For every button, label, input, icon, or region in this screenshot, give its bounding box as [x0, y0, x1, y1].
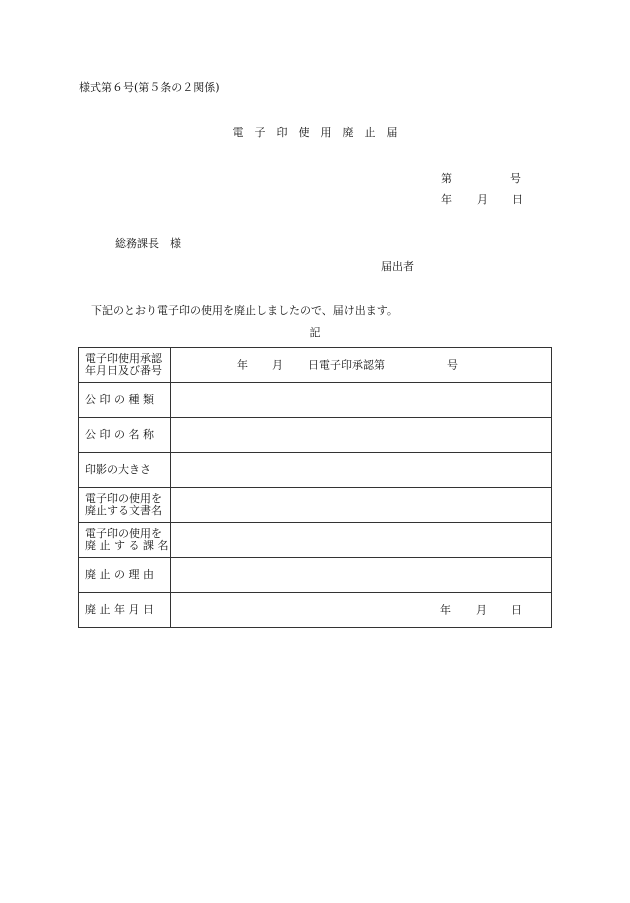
- table-row: [79, 348, 552, 383]
- form-number-label: 様式第６号(第５条の２関係): [79, 81, 220, 94]
- row-label-seal-name: 公 印 の 名 称: [79, 418, 171, 453]
- date-day-label: 日: [512, 193, 523, 206]
- document-title: 電 子 印 使 用 廃 止 届: [232, 126, 398, 139]
- row-label-abolition-date: 廃 止 年 月 日: [79, 593, 171, 628]
- row-label-document-name: [79, 488, 171, 523]
- label-line: 廃止する文書名: [85, 504, 162, 517]
- abolition-date-field[interactable]: [171, 593, 552, 628]
- table-row: [79, 558, 552, 593]
- date-year-label: 年: [441, 193, 452, 206]
- approval-day-label: 日電子印承認第: [308, 358, 385, 372]
- notifier-label: 届出者: [381, 260, 414, 273]
- label-line: 電子印使用承認: [85, 351, 162, 365]
- row-label-seal-type: 公 印 の 種 類: [79, 383, 171, 418]
- form-table: [78, 347, 552, 628]
- label-line: 電子印の使用を: [85, 491, 162, 505]
- table-row: [79, 383, 552, 418]
- abolition-month-label: 月: [476, 603, 487, 617]
- table-row: [79, 418, 552, 453]
- document-name-field[interactable]: [171, 488, 552, 523]
- addressee: 総務課長 様: [115, 237, 181, 250]
- row-label-reason: 廃 止 の 理 由: [79, 558, 171, 593]
- table-row: [79, 453, 552, 488]
- row-label-approval-date-number: [79, 348, 171, 383]
- label-line: 廃 止 す る 課 名: [85, 539, 169, 552]
- abolition-year-label: 年: [440, 603, 451, 617]
- table-row: [79, 488, 552, 523]
- approval-month-label: 月: [272, 358, 283, 372]
- table-row: [79, 523, 552, 558]
- approval-go-label: 号: [447, 358, 458, 372]
- seal-size-field[interactable]: [171, 453, 552, 488]
- date-month-label: 月: [477, 193, 488, 206]
- document-number-go: 号: [510, 172, 521, 185]
- seal-name-field[interactable]: [171, 418, 552, 453]
- row-label-seal-size: 印影の大きさ: [79, 453, 171, 488]
- label-line: 電子印の使用を: [85, 526, 162, 540]
- reason-field[interactable]: [171, 558, 552, 593]
- label-line: 年月日及び番号: [85, 364, 162, 377]
- seal-type-field[interactable]: [171, 383, 552, 418]
- ki-heading: 記: [309, 326, 321, 339]
- document-number-dai: 第: [441, 172, 452, 185]
- row-label-section-name: [79, 523, 171, 558]
- table-row: [79, 593, 552, 628]
- approval-date-number-field[interactable]: [171, 348, 552, 383]
- approval-year-label: 年: [237, 358, 248, 372]
- abolition-day-label: 日: [511, 603, 522, 617]
- body-text: 下記のとおり電子印の使用を廃止しましたので、届け出ます。: [91, 304, 398, 317]
- section-name-field[interactable]: [171, 523, 552, 558]
